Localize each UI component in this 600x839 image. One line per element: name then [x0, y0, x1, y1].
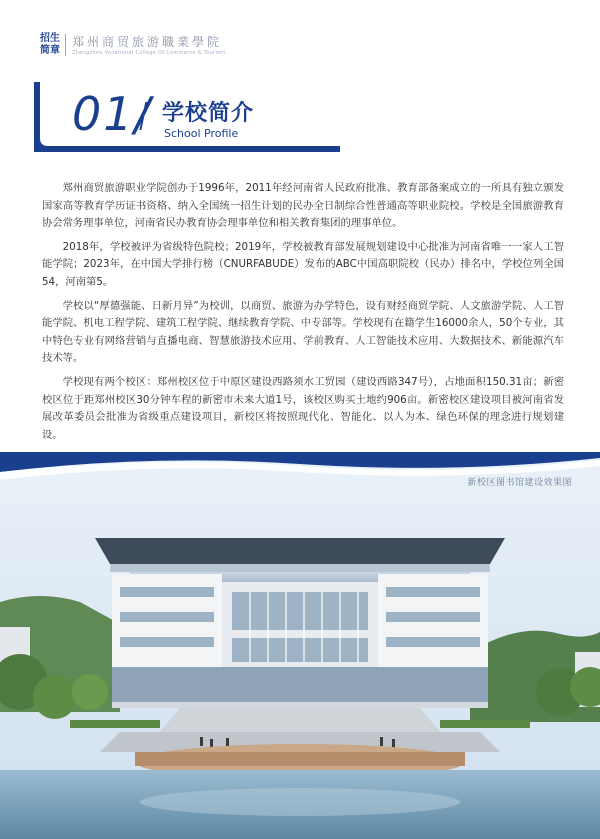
paragraph: 2018年，学校被评为省级特色院校；2019年，学校被教育部发展规划建设中心批准为河南省唯一一家人工智能学院；2023年，在中国大学排行榜（CNURFABUDE）发布的ABC中国高职院校（民办）排名中，学校位列全国54，河南第5。 — [42, 240, 564, 288]
paragraph: 学校现有两个校区：郑州校区位于中原区建设西路须水工贸园（建设西路347号），占地面积150.31亩；新密校区位于距郑州校区30分钟车程的新密市未来大道1号，该校区购买土地约906亩。新密校区建设项目被河南省发展改革委员会批准为省级重点建设项目，新校区将按照现代化、智能化、以人为本、绿色环保的理念进行规划建设。 — [42, 375, 564, 441]
intro-text — [42, 180, 564, 450]
library-rendering — [0, 452, 600, 839]
header-tag — [40, 33, 60, 57]
school-name-en: Zhengzhou Vocational College Of Commerce & Tourism — [72, 50, 226, 56]
section-number: 01/ — [72, 87, 153, 141]
section-subtitle: School Profile — [164, 127, 239, 140]
header-tag-line1: 招生 — [40, 33, 60, 44]
paragraph: 学校以“厚德强能、日新月异”为校训，以商贸、旅游为办学特色，设有财经商贸学院、人文旅游学院、人工智能学院、机电工程学院、建筑工程学院、继续教育学院、中专部等。学校现有在籍学生16000余人，50个专业，其中特色专业有网络营销与直播电商、智慧旅游技术应用、学前教育、人工智能技术应用、大数据技术、新能源汽车技术等。 — [42, 299, 564, 365]
photo-caption: 新校区图书馆建设效果图 — [467, 478, 572, 488]
school-name-cn: 郑州商贸旅游職業學院 — [72, 35, 223, 49]
section-title: 学校简介 — [162, 101, 255, 126]
header-tag-line2: 简章 — [40, 45, 60, 56]
page-header — [0, 0, 600, 70]
header-divider — [65, 34, 66, 56]
paragraph: 郑州商贸旅游职业学院创办于1996年，2011年经河南省人民政府批准、教育部备案成立的一所具有独立颁发国家高等教育学历证书资格、纳入全国统一招生计划的民办全日制综合性普通高等职业院校。学校是全国旅游教育协会常务理事单位，河南省民办教育协会理事单位和相关教育集团的理事单位。 — [42, 182, 564, 230]
section-heading — [0, 80, 600, 170]
library-illustration — [0, 452, 600, 839]
